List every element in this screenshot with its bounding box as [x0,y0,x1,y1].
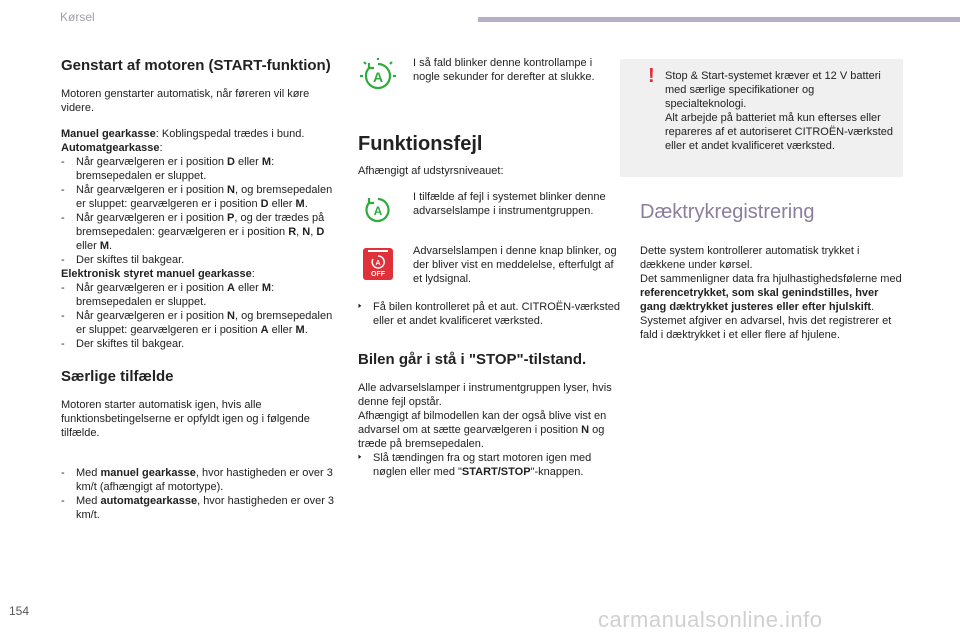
ems-gearbox-list [61,281,341,351]
ems-gearbox-heading [61,267,341,281]
list-item-segment: , og der trædes på bremsepedalen: gearvælgeren er i position [76,212,325,238]
list-item-segment: Med [76,467,101,479]
off-label: OFF [371,271,385,278]
warning-text: Stop & Start-systemet kræver et 12 V batteri med særlige specifikationer og specialteknologi. Alt arbejde på batteriet må kun efterses eller repareres af et autoriseret CITROËN-værksted eller et andet kvalificeret værksted. [665,70,894,152]
list-item [61,211,341,253]
list-item-segment: Når gearvælgeren er i position [76,156,228,168]
list-item-segment: Når gearvælgeren er i position [76,282,228,294]
fault-intro: Afhængigt af udstyrsniveauet: [358,165,504,177]
list-item-segment: eller [76,240,100,252]
auto-colon: : [159,142,163,154]
list-item-segment: , og bremsepedalen er sluppet: gearvælgeren er i position [76,310,333,336]
list-item-segment: , og bremsepedalen er sluppet: gearvælgeren er i position [76,184,333,210]
auto-gearbox-heading [61,141,341,155]
stop-action-list [358,451,620,479]
dash-bullet: - [61,282,65,294]
list-item-segment: A [260,324,269,336]
stop-text-1: Alle advarselslamper i instrumentgruppen lyser, hvis denne fejl opstår. [358,382,612,408]
stop-action-c: "-knappen. [530,466,584,478]
list-item-segment: , [296,226,303,238]
list-item [61,281,341,309]
fault-text-2: Advarselslampen i denne knap blinker, og der bliver vist en meddelelse, efterfulgt af et lydsignal. [413,245,617,285]
column-left [61,56,341,522]
blink-text: I så fald blinker denne kontrollampe i nogle sekunder for derefter at slukke. [413,57,595,83]
stop-text-2a: Afhængigt af bilmodellen kan der også blive vist en advarsel om at sætte gearvælgeren i position [358,410,607,436]
auto-gearbox-label: Automatgearkasse [61,142,160,154]
fault-row-1 [358,190,620,230]
stop-action [358,451,620,479]
fault-a-icon [358,190,398,230]
list-item-segment: M [261,156,272,168]
tyre-p2a: Det sammenligner data fra hjulhastighedsfølerne med [640,273,902,285]
list-item-segment: Når gearvælgeren er i position [76,310,228,322]
watermark: carmanualsonline.info [598,607,823,632]
list-item [61,466,341,494]
special-cases-title: Særlige tilfælde [61,368,174,385]
arrow-icon: 🢒 [358,452,362,463]
list-item-segment: manuel gearkasse [100,467,196,479]
tyre-title: Dæktrykregistrering [640,201,815,223]
ems-gearbox-label: Elektronisk styret manuel gearkasse [61,268,252,280]
dash-bullet: - [61,467,65,479]
ems-colon: : [251,268,255,280]
list-item-segment: : bremsepedalen er sluppet. [76,156,275,182]
list-item-segment: N [227,184,235,196]
svg-text:A: A [375,260,381,267]
restart-intro: Motoren genstarter automatisk, når føreren vil køre videre. [61,88,310,114]
list-item-segment: Der skiftes til bakgear. [76,254,185,266]
stop-title: Bilen går i stå i "STOP"-tilstand. [358,351,587,368]
list-item-segment: D [316,226,325,238]
warning-box [620,59,903,177]
list-item [61,183,341,211]
list-item-segment: D [260,198,269,210]
tyre-p2c: . [871,301,875,313]
list-item-segment: , [310,226,317,238]
list-item-segment: eller [268,324,296,336]
fault-action-list [358,300,620,328]
dash-bullet: - [61,156,65,168]
dash-bullet: - [61,212,65,224]
warning-icon: ! [648,65,655,87]
list-item-segment: Med [76,495,101,507]
dash-bullet: - [61,184,65,196]
list-item-segment: , hvor hastigheden er over 3 km/t (afhængigt af motortype). [76,467,333,493]
column-middle [358,56,620,479]
tyre-p1: Dette system kontrollerer automatisk trykket i dækkene under kørsel. [640,245,860,271]
dash-bullet: - [61,495,65,507]
blink-row [358,56,620,96]
fault-text-1: I tilfælde af fejl i systemet blinker denne advarselslampe i instrumentgruppen. [413,191,606,217]
stop-action-a: Slå tændingen fra og start motoren igen med nøglen eller med " [373,452,592,478]
dash-bullet: - [61,254,65,266]
stop-text-2c: og træde på bremsepedalen. [358,424,605,450]
arrow-icon: 🢒 [358,301,362,312]
fault-row-2 [358,244,620,286]
list-item-segment: M [261,282,272,294]
list-item-segment: : bremsepedalen er sluppet. [76,282,275,308]
stop-start-icon [358,56,398,96]
list-item-segment: N [227,310,235,322]
column-right [620,200,905,342]
list-item-segment: M [295,324,305,336]
list-item-segment: Når gearvælgeren er i position [76,212,228,224]
list-item [61,309,341,337]
manual-gearbox-line [61,127,341,141]
fault-action [358,300,620,328]
list-item-segment: eller [234,282,262,294]
svg-text:A: A [372,69,384,85]
stop-action-b: START/STOP [461,466,531,478]
auto-gearbox-list [61,155,341,267]
special-cases-list [61,466,341,522]
tyre-p3: Systemet afgiver en advarsel, hvis det registrerer et fald i dæktrykket i et eller flere af hjulene. [640,315,892,341]
restart-title: Genstart af motoren (START-funktion) [61,57,331,74]
list-item-segment: M [99,240,110,252]
list-item-segment: Der skiftes til bakgear. [76,338,185,350]
page-number: 154 [9,604,30,618]
list-item-segment: eller [268,198,296,210]
special-cases-intro: Motoren starter automatisk igen, hvis alle funktionsbetingelserne er opfyldt igen og i følgende tilfælde. [61,399,310,439]
dash-bullet: - [61,338,65,350]
list-item-segment: P [227,212,235,224]
off-button-icon [358,244,398,284]
list-item-segment: A [227,282,235,294]
list-item-segment: , hvor hastigheden er over 3 km/t. [76,495,335,521]
dash-bullet: - [61,310,65,322]
manual-gearbox-label: Manuel gearkasse [61,128,156,140]
list-item-segment: automatgearkasse [100,495,198,507]
list-item-segment: N [302,226,311,238]
list-item [61,494,341,522]
list-item-segment: eller [234,156,262,168]
list-item-segment: Når gearvælgeren er i position [76,184,228,196]
stop-text-2b: N [581,424,590,436]
stop-text-2 [358,409,620,451]
header-bar [478,17,960,22]
list-item [61,337,341,351]
list-item-segment: D [227,156,235,168]
fault-title: Funktionsfejl [358,133,483,155]
list-item-segment: M [295,198,305,210]
tyre-p2 [640,272,905,314]
list-item [61,155,341,183]
list-item-segment: R [288,226,297,238]
section-header: Kørsel [60,10,95,24]
svg-text:A: A [373,204,383,218]
list-item [61,253,341,267]
list-item-segment: . [304,324,308,336]
manual-gearbox-text: : Koblingspedal trædes i bund. [155,128,305,140]
list-item-segment: . [304,198,308,210]
fault-action-text: Få bilen kontrolleret på et aut. CITROËN-værksted eller et andet kvalificeret værksted. [373,301,620,327]
list-item-segment: . [109,240,113,252]
tyre-p2b: referencetrykket, som skal genindstilles, hver gang dæktrykket justeres eller efter hjulskift [640,287,879,313]
